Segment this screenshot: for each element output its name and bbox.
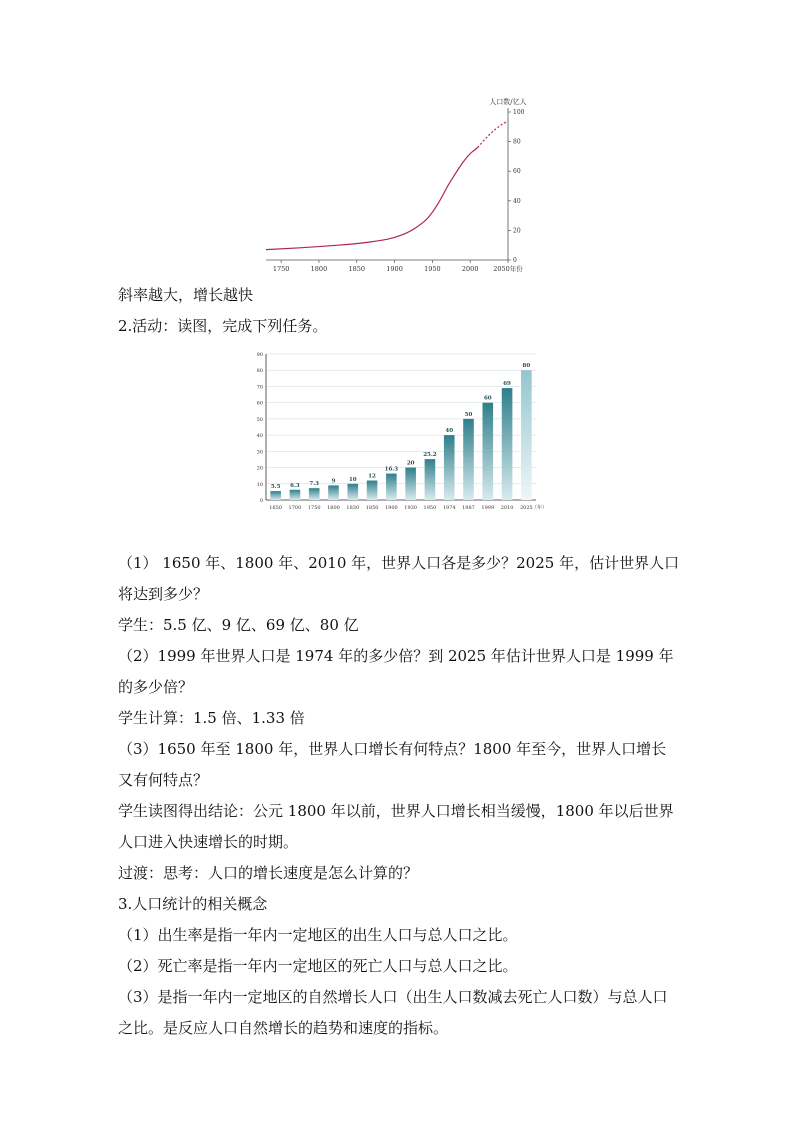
paragraph-concepts-heading: 3.人口统计的相关概念 bbox=[118, 895, 268, 913]
bar-value-label: 40 bbox=[445, 428, 454, 435]
y-tick-label: 30 bbox=[256, 449, 263, 456]
y-axis-title: 人口数/亿人 bbox=[489, 98, 527, 106]
bar bbox=[347, 484, 358, 500]
paragraph-slope-note: 斜率越大，增长越快 bbox=[118, 286, 254, 304]
paragraph-question-3: （3）1650 年至 1800 年，世界人口增长有何特点？1800 年至今，世界人口增长又有何特点？ bbox=[118, 740, 667, 789]
bar-value-label: 16.3 bbox=[384, 466, 399, 473]
paragraph-natural-growth: （3）是指一年内一定地区的自然增长人口（出生人口数减去死亡人口数）与总人口之比。是反应人口自然增长的趋势和速度的指标。 bbox=[118, 988, 668, 1037]
y-tick-label: 10 bbox=[256, 481, 263, 488]
x-tick-label: 1950 bbox=[424, 265, 441, 273]
bar bbox=[444, 435, 455, 500]
paragraph-question-2: （2）1999 年世界人口是 1974 年的多少倍？到 2025 年估计世界人口是 1999 年的多少倍？ bbox=[118, 647, 674, 696]
bar bbox=[502, 388, 513, 500]
y-tick-label: 90 bbox=[256, 352, 263, 358]
paragraph-answer-3: 学生读图得出结论：公元 1800 年以前，世界人口增长相当缓慢，1800 年以后世界人口进入快速增长的时期。 bbox=[118, 802, 674, 851]
x-tick-label: 1974 bbox=[442, 505, 456, 511]
bar-value-label: 80 bbox=[522, 363, 531, 370]
series-line-historical bbox=[266, 148, 478, 250]
paragraph-death-rate: （2）死亡率是指一年内一定地区的死亡人口与总人口之比。 bbox=[118, 957, 518, 975]
bar bbox=[367, 481, 378, 500]
x-tick-label: 2000 bbox=[461, 265, 479, 273]
y-tick-label: 60 bbox=[256, 400, 263, 407]
y-tick-label: 80 bbox=[513, 138, 521, 146]
bar bbox=[482, 403, 493, 500]
bar-value-label: 20 bbox=[406, 460, 415, 467]
bar bbox=[405, 468, 416, 500]
bar bbox=[425, 459, 436, 500]
bar-value-label: 5.5 bbox=[270, 484, 281, 491]
bar-value-label: 60 bbox=[483, 395, 492, 402]
paragraph-transition: 过渡：思考：人口的增长速度是怎么计算的？ bbox=[118, 864, 419, 882]
bar bbox=[463, 419, 474, 500]
x-tick-label: 1850 bbox=[365, 505, 379, 511]
paragraph-answer-2: 学生计算：1.5 倍、1.33 倍 bbox=[118, 709, 305, 727]
x-tick-label: 2050年份 bbox=[493, 265, 523, 273]
x-tick-label: 1850 bbox=[348, 265, 366, 273]
x-tick-label: 1950 bbox=[423, 505, 437, 511]
bar bbox=[309, 488, 320, 500]
y-tick-label: 70 bbox=[256, 384, 263, 391]
bar-value-label: 9 bbox=[331, 478, 336, 485]
y-tick-label: 40 bbox=[256, 433, 263, 440]
x-tick-label: 1800 bbox=[310, 265, 328, 273]
bar bbox=[521, 370, 532, 500]
x-axis-title: （年） bbox=[532, 505, 548, 511]
paragraph-birth-rate: （1）出生率是指一年内一定地区的出生人口与总人口之比。 bbox=[118, 926, 518, 944]
x-tick-label: 1830 bbox=[346, 505, 360, 511]
x-tick-label: 1930 bbox=[404, 505, 418, 511]
paragraph-activity-heading: 2.活动：读图，完成下列任务。 bbox=[118, 317, 328, 335]
y-tick-label: 100 bbox=[513, 109, 525, 116]
world-population-bar-chart bbox=[256, 350, 548, 518]
bar bbox=[328, 485, 339, 500]
x-tick-label: 2010 bbox=[500, 505, 514, 511]
bar-value-label: 69 bbox=[503, 381, 511, 388]
bar bbox=[270, 491, 281, 500]
x-tick-label: 1987 bbox=[462, 505, 475, 511]
y-tick-label: 20 bbox=[256, 465, 263, 472]
y-tick-label: 40 bbox=[513, 197, 521, 205]
x-tick-label: 1900 bbox=[384, 505, 398, 511]
y-tick-label: 50 bbox=[256, 416, 263, 423]
bar bbox=[290, 490, 301, 500]
y-tick-label: 20 bbox=[513, 227, 521, 235]
y-tick-label: 0 bbox=[259, 498, 263, 504]
x-tick-label: 1700 bbox=[288, 505, 302, 511]
y-tick-label: 0 bbox=[513, 257, 517, 264]
y-tick-label: 80 bbox=[256, 368, 263, 375]
x-tick-label: 1800 bbox=[327, 505, 340, 511]
bar bbox=[386, 474, 397, 500]
bar-value-label: 10 bbox=[348, 476, 357, 483]
population-growth-line-chart bbox=[258, 94, 548, 274]
bar-value-label: 12 bbox=[368, 473, 376, 480]
paragraph-question-1: （1） 1650 年、1800 年、2010 年，世界人口各是多少？2025 年，估计世界人口将达到多少？ bbox=[118, 554, 680, 603]
y-tick-label: 60 bbox=[513, 168, 521, 176]
series-line-projected bbox=[478, 121, 508, 148]
bar-value-label: 25.2 bbox=[423, 452, 437, 459]
x-tick-label: 1999 bbox=[481, 505, 495, 511]
bar-value-label: 50 bbox=[464, 411, 473, 418]
bar-value-label: 7.3 bbox=[309, 481, 320, 488]
x-tick-label: 1750 bbox=[272, 265, 290, 273]
x-tick-label: 2025 bbox=[519, 505, 533, 511]
x-tick-label: 1900 bbox=[386, 265, 403, 273]
x-tick-label: 1750 bbox=[307, 505, 321, 511]
bar-value-label: 6.3 bbox=[290, 482, 300, 489]
paragraph-answer-1: 学生：5.5 亿、9 亿、69 亿、80 亿 bbox=[118, 616, 359, 634]
x-tick-label: 1650 bbox=[269, 505, 283, 511]
